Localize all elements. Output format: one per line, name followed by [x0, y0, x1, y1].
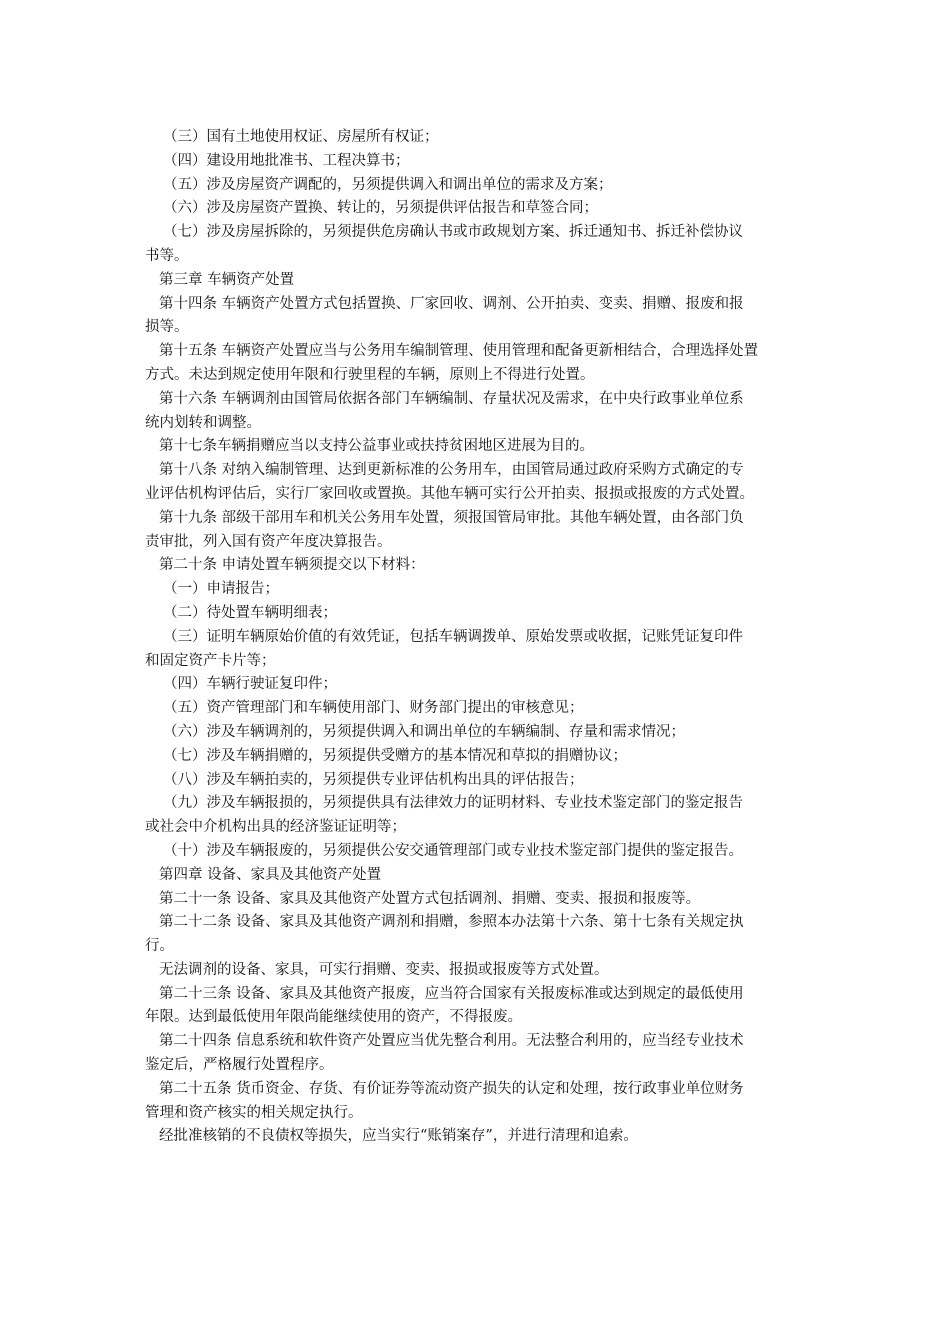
text-line: 第十八条 对纳入编制管理、达到更新标准的公务用车，由国管局通过政府采购方式确定的专 [159, 462, 744, 479]
text-line: 年限。达到最低使用年限尚能继续使用的资产，不得报废。 [145, 1009, 522, 1026]
text-line: 经批准核销的不良债权等损失，应当实行“账销案存”，并进行清理和追索。 [159, 1128, 638, 1145]
text-line: （一）申请报告； [163, 581, 279, 598]
text-line: （四）建设用地批准书、工程决算书； [163, 152, 410, 169]
text-line: 方式。未达到规定使用年限和行驶里程的车辆，原则上不得进行处置。 [145, 366, 595, 383]
text-line: 第十六条 车辆调剂由国管局依据各部门车辆编制、存量状况及需求，在中央行政事业单位系 [159, 390, 744, 407]
text-line: （九）涉及车辆报损的，另须提供具有法律效力的证明材料、专业技术鉴定部门的鉴定报告 [163, 795, 743, 812]
text-line: （五）涉及房屋资产调配的，另须提供调入和调出单位的需求及方案； [163, 176, 613, 193]
text-line: 第三章 车辆资产处置 [159, 271, 295, 288]
document-body [145, 126, 809, 1149]
text-line: 书等。 [145, 247, 189, 264]
text-line: 损等。 [145, 319, 189, 336]
text-line: 第十五条 车辆资产处置应当与公务用车编制管理、使用管理和配备更新相结合，合理选择处置 [159, 343, 759, 360]
text-line: 第二十五条 货币资金、存货、有价证券等流动资产损失的认定和处理，按行政事业单位财务 [159, 1080, 744, 1097]
text-line: 第十七条车辆捐赠应当以支持公益事业或扶持贫困地区进展为目的。 [159, 438, 594, 455]
text-line: （三）国有土地使用权证、房屋所有权证； [163, 129, 439, 145]
text-line: 统内划转和调整。 [145, 414, 261, 431]
text-line: 行。 [145, 938, 174, 955]
text-line: 第二十条 申请处置车辆须提交以下材料： [159, 557, 425, 574]
text-line: 第二十四条 信息系统和软件资产处置应当优先整合利用。无法整合利用的，应当经专业技术 [159, 1033, 744, 1050]
text-line: （七）涉及车辆捐赠的，另须提供受赠方的基本情况和草拟的捐赠协议； [163, 747, 627, 764]
text-line: 鉴定后，严格履行处置程序。 [145, 1057, 334, 1074]
text-line: （七）涉及房屋拆除的，另须提供危房确认书或市政规划方案、拆迁通知书、拆迁补偿协议 [163, 224, 743, 241]
text-line: 管理和资产核实的相关规定执行。 [145, 1104, 363, 1121]
text-line: （八）涉及车辆拍卖的，另须提供专业评估机构出具的评估报告； [163, 771, 584, 788]
text-line: 业评估机构评估后，实行厂家回收或置换。其他车辆可实行公开拍卖、报损或报废的方式处置。 [145, 485, 754, 502]
text-line: （十）涉及车辆报废的，另须提供公安交通管理部门或专业技术鉴定部门提供的鉴定报告。 [163, 842, 743, 859]
text-line: 第四章 设备、家具及其他资产处置 [159, 866, 382, 883]
text-line: 无法调剂的设备、家具，可实行捐赠、变卖、报损或报废等方式处置。 [159, 961, 609, 978]
text-line: 第二十一条 设备、家具及其他资产处置方式包括调剂、捐赠、变卖、报损和报废等。 [159, 890, 701, 907]
text-line: 和固定资产卡片等； [145, 652, 276, 669]
text-line: （六）涉及车辆调剂的，另须提供调入和调出单位的车辆编制、存量和需求情况； [163, 723, 685, 740]
text-line: 第二十三条 设备、家具及其他资产报废，应当符合国家有关报废标准或达到规定的最低使用 [159, 985, 744, 1002]
text-line: （二）待处置车辆明细表； [163, 604, 337, 621]
text-line: 第十四条 车辆资产处置方式包括置换、厂家回收、调剂、公开拍卖、变卖、捐赠、报废和报 [159, 295, 744, 312]
text-line: （三）证明车辆原始价值的有效凭证，包括车辆调拨单、原始发票或收据，记账凭证复印件 [163, 628, 743, 645]
text-line: 第十九条 部级干部用车和机关公务用车处置，须报国管局审批。其他车辆处置，由各部门负 [159, 509, 744, 526]
text-line: 或社会中介机构出具的经济鉴证证明等； [145, 819, 406, 836]
text-line: 第二十二条 设备、家具及其他资产调剂和捐赠，参照本办法第十六条、第十七条有关规定执 [159, 914, 744, 931]
text-line: 责审批，列入国有资产年度决算报告。 [145, 533, 392, 550]
text-line: （四）车辆行驶证复印件； [163, 676, 337, 693]
text-line: （六）涉及房屋资产置换、转让的，另须提供评估报告和草签合同； [163, 200, 598, 217]
text-line: （五）资产管理部门和车辆使用部门、财务部门提出的审核意见； [163, 700, 584, 717]
